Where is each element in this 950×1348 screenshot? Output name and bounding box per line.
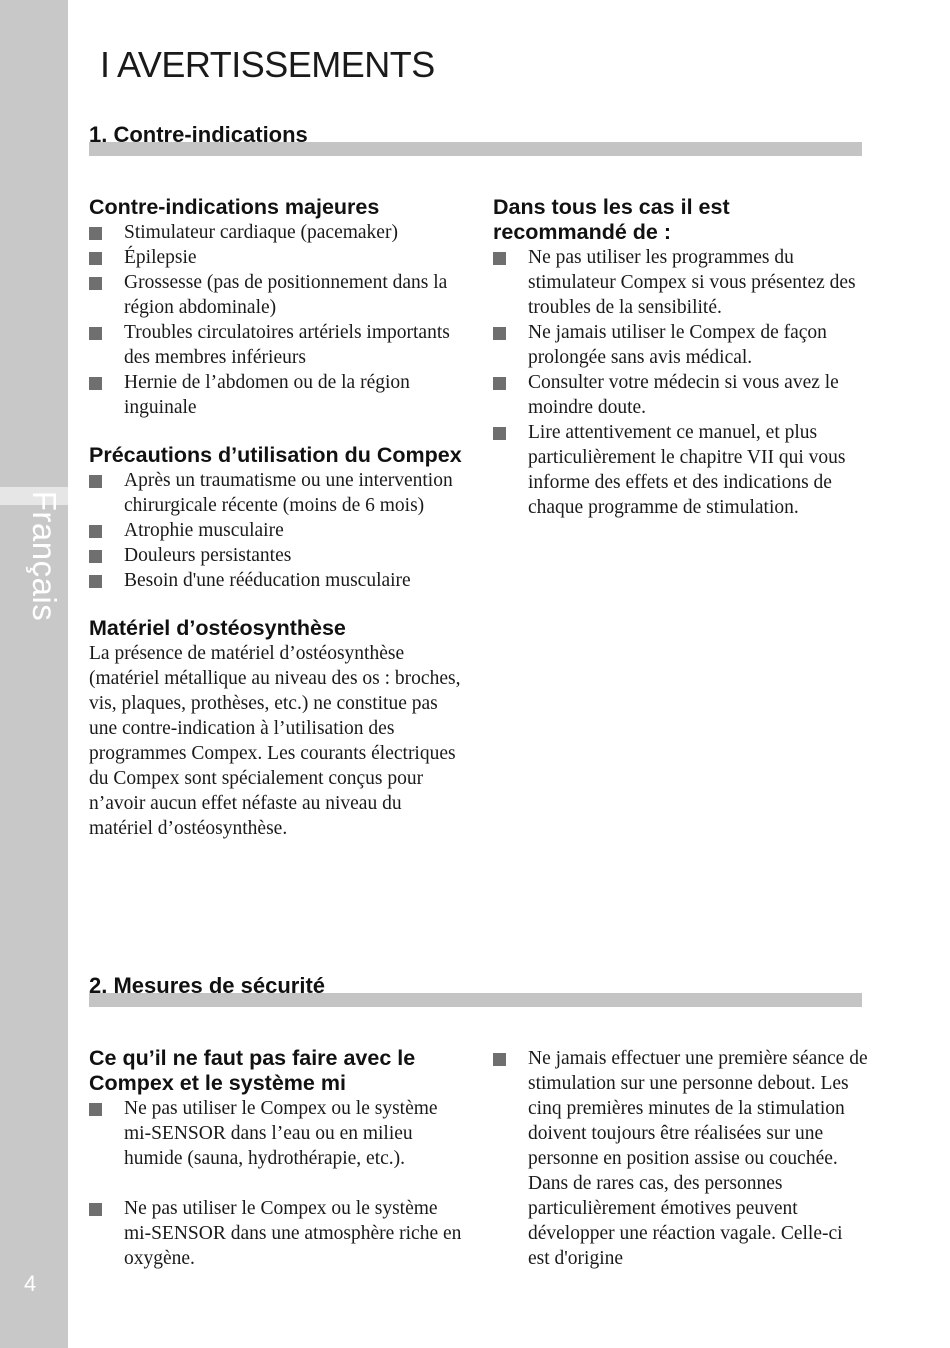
materiel-block — [89, 616, 464, 841]
majeures-heading: Contre-indications majeures — [89, 195, 380, 219]
spacer — [89, 1171, 464, 1196]
list-item: Hernie de l’abdomen ou de la région inguinale — [89, 370, 464, 420]
majeures-block — [89, 195, 464, 420]
section-title: 2. Mesures de sécurité — [89, 973, 326, 998]
list-item: Stimulateur cardiaque (pacemaker) — [89, 220, 464, 245]
contre-indications-left-column — [89, 195, 464, 864]
list-item: Troubles circulatoires artériels importants des membres inférieurs — [89, 320, 464, 370]
interdictions-list-2 — [89, 1196, 464, 1271]
list-item: Ne pas utiliser les programmes du stimulateur Compex si vous présentez des troubles de la sensibilité. — [493, 245, 868, 320]
majeures-list — [89, 220, 464, 420]
page-number: 4 — [24, 1271, 37, 1296]
list-item: Ne jamais utiliser le Compex de façon prolongée sans avis médical. — [493, 320, 868, 370]
precautions-block — [89, 443, 464, 593]
section-header-contre-indications — [89, 122, 862, 156]
interdictions-list — [89, 1096, 464, 1171]
section-title: 1. Contre-indications — [89, 122, 308, 147]
precautions-list — [89, 468, 464, 593]
materiel-heading: Matériel d’ostéosynthèse — [89, 616, 346, 640]
list-item: Douleurs persistantes — [89, 543, 464, 568]
contre-indications-right-column — [493, 195, 868, 520]
list-item: Après un traumatisme ou une intervention chirurgicale récente (moins de 6 mois) — [89, 468, 464, 518]
list-item: Grossesse (pas de positionnement dans la région abdominale) — [89, 270, 464, 320]
securite-list — [493, 1046, 868, 1271]
section-header-mesures-securite — [89, 973, 862, 1007]
securite-right-column — [493, 1046, 868, 1271]
recommandations-heading: Dans tous les cas il est recommandé de : — [493, 195, 730, 244]
precautions-heading: Précautions d’utilisation du Compex — [89, 443, 462, 467]
language-sidebar — [0, 0, 68, 1348]
list-item: Ne pas utiliser le Compex ou le système mi-SENSOR dans une atmosphère riche en oxygène. — [89, 1196, 464, 1271]
page-title: I AVERTISSEMENTS — [100, 44, 435, 85]
interdictions-heading: Ce qu’il ne faut pas faire avec le Compex et le système mi — [89, 1046, 416, 1095]
securite-left-column — [89, 1046, 464, 1271]
list-item: Ne jamais effectuer une première séance de stimulation sur une personne debout. Les cinq premières minutes de la stimulation doivent toujours être réalisées sur une personne en position assise ou couchée. Dans de rares cas, des personnes particulièrement émotives peuvent développer une réaction vagale. Celle-ci est d'origine — [493, 1046, 868, 1271]
recommandations-list — [493, 245, 868, 520]
list-item: Besoin d'une rééducation musculaire — [89, 568, 464, 593]
list-item: Épilepsie — [89, 245, 464, 270]
language-label: Français — [26, 490, 63, 622]
list-item: Atrophie musculaire — [89, 518, 464, 543]
list-item: Consulter votre médecin si vous avez le moindre doute. — [493, 370, 868, 420]
list-item: Lire attentivement ce manuel, et plus particulièrement le chapitre VII qui vous informe des effets et des indications de chaque programme de stimulation. — [493, 420, 868, 520]
list-item: Ne pas utiliser le Compex ou le système mi-SENSOR dans l’eau ou en milieu humide (sauna, hydrothérapie, etc.). — [89, 1096, 464, 1171]
materiel-paragraph: La présence de matériel d’ostéosynthèse (matériel métallique au niveau des os : broches, vis, plaques, prothèses, etc.) ne constitue pas une contre-indication à l’utilisation des programmes Compex. Les courants électriques du Compex sont spécialement conçus pour n’avoir aucun effet néfaste au niveau du matériel d’ostéosynthèse. — [89, 643, 461, 839]
